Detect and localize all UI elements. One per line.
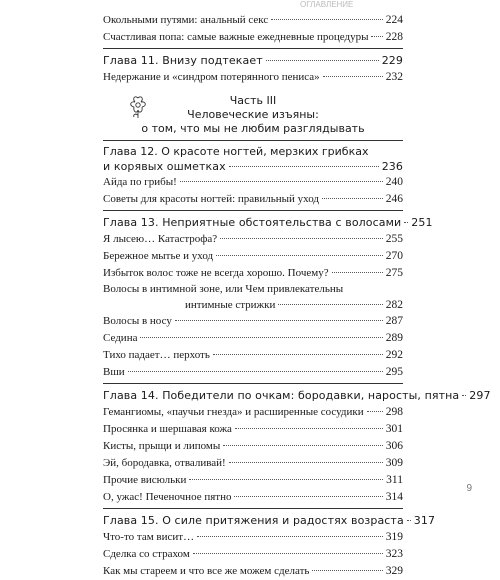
toc-item[interactable] (103, 563, 403, 580)
chapter-page: 317 (413, 514, 436, 527)
toc-item[interactable] (103, 330, 403, 347)
item-title: Сделка со страхом (103, 548, 190, 560)
toc-item[interactable] (103, 438, 403, 455)
dot-leader (278, 304, 382, 305)
item-title: Вши (103, 366, 125, 378)
toc-item[interactable] (103, 313, 403, 330)
chapter-title-line1: Глава 12. О красоте ногтей, мерзких грибках (103, 145, 369, 158)
dot-leader (140, 337, 382, 338)
item-page: 289 (385, 332, 403, 344)
item-page: 282 (385, 299, 403, 311)
item-title: Счастливая попа: самые важные ежедневные процедуры (103, 31, 369, 43)
toc-chapter-14-items (103, 404, 403, 506)
page-number: 9 (466, 483, 472, 494)
item-page: 309 (385, 457, 403, 469)
dot-leader (216, 255, 383, 256)
toc-item[interactable] (103, 12, 403, 29)
item-title: Седина (103, 332, 138, 344)
toc-item[interactable] (103, 489, 403, 506)
item-title: Окольными путями: анальный секс (103, 14, 269, 26)
toc-item[interactable] (103, 29, 403, 46)
dot-leader (175, 320, 383, 321)
item-title: Айда по грибы! (103, 176, 177, 188)
toc-item[interactable] (103, 174, 403, 191)
dot-leader (229, 166, 379, 167)
dot-leader (367, 411, 383, 412)
chapter-page: 297 (469, 389, 491, 402)
part-label: Часть III (229, 94, 277, 107)
item-page: 323 (385, 548, 403, 560)
item-title: Эй, бородавка, отваливай! (103, 457, 226, 469)
chapter-title-line2: и корявых ошметках (103, 160, 226, 173)
item-page: 240 (385, 176, 403, 188)
toc-item[interactable] (103, 248, 403, 265)
item-page: 224 (385, 14, 403, 26)
toc-chapter-15-items (103, 529, 403, 580)
item-page: 270 (385, 250, 403, 262)
chapter-page: 236 (381, 160, 403, 173)
chapter-title: Глава 15. О силе притяжения и радостях возраста (103, 514, 404, 527)
chapter-page: 251 (411, 216, 433, 229)
toc-chapter-13-items (103, 231, 403, 282)
toc-item[interactable] (103, 455, 403, 472)
item-page: 306 (385, 440, 403, 452)
toc-item[interactable] (103, 265, 403, 282)
toc-chapter-15[interactable] (103, 508, 436, 529)
dot-leader (266, 60, 379, 61)
toc-item-wrapped[interactable] (103, 282, 403, 313)
toc-chapter-12-items (103, 174, 403, 208)
item-page: 301 (385, 423, 403, 435)
running-head: ОГЛАВЛЕНИЕ (300, 0, 354, 9)
toc-chapter-13[interactable] (103, 210, 433, 231)
dot-leader (189, 479, 383, 480)
toc-item[interactable] (103, 347, 403, 364)
item-title: Бережное мытье и уход (103, 250, 214, 262)
item-page: 228 (385, 31, 403, 43)
dot-leader (323, 76, 383, 77)
item-page: 329 (385, 565, 403, 577)
dot-leader (234, 496, 382, 497)
item-title: Как мы стареем и что все же можем сделать (103, 565, 310, 577)
item-title: Советы для красоты ногтей: правильный уход (103, 193, 320, 205)
chapter-title: Глава 11. Внизу подтекает (103, 54, 263, 67)
dot-leader (462, 395, 466, 396)
toc-item[interactable] (103, 404, 403, 421)
dot-leader (128, 371, 383, 372)
item-title: Недержание и «синдром потерянного пениса» (103, 71, 320, 83)
toc-item[interactable] (103, 191, 403, 208)
item-page: 246 (385, 193, 403, 205)
toc-item[interactable] (103, 231, 403, 248)
toc-item[interactable] (103, 69, 403, 86)
item-page: 287 (385, 315, 403, 327)
chapter-title: Глава 13. Неприятные обстоятельства с волосами (103, 216, 402, 229)
table-of-contents (103, 12, 491, 580)
toc-chapter-13-items-more (103, 313, 403, 381)
dot-leader (180, 181, 383, 182)
item-page: 295 (385, 366, 403, 378)
toc-chapter-11[interactable] (103, 48, 403, 69)
dot-leader (223, 445, 383, 446)
item-title: Избыток волос тоже не всегда хорошо. Почему? (103, 267, 329, 279)
item-title: Прочие висюльки (103, 474, 187, 486)
item-page: 311 (386, 474, 403, 486)
item-title: Тихо падает… перхоть (103, 349, 210, 361)
item-title: Гемангиомы, «паучьи гнезда» и расширенные сосудики (103, 406, 364, 418)
toc-chapter-11-items (103, 69, 403, 86)
dot-leader (404, 222, 408, 223)
item-title: Я лысею… Катастрофа? (103, 233, 218, 245)
dot-leader (332, 272, 383, 273)
dot-leader (229, 462, 383, 463)
toc-chapter-14[interactable] (103, 383, 491, 404)
item-page: 275 (385, 267, 403, 279)
item-title: Кисты, прыщи и липомы (103, 440, 221, 452)
dot-leader (271, 19, 383, 20)
item-title-line2: интимные стрижки (185, 299, 276, 311)
part-title: Человеческие изъяны: (187, 108, 319, 121)
item-title-line1: Волосы в интимной зоне, или Чем привлекательны (103, 283, 344, 295)
item-page: 255 (385, 233, 403, 245)
dot-leader (407, 520, 411, 521)
chapter-page: 229 (381, 54, 403, 67)
item-title: Волосы в носу (103, 315, 172, 327)
toc-item[interactable] (103, 364, 403, 381)
item-page: 319 (385, 531, 403, 543)
toc-chapter-12[interactable] (103, 140, 403, 174)
dot-leader (371, 36, 382, 37)
chapter-title: Глава 14. Победители по очкам: бородавки, наросты, пятна (103, 389, 460, 402)
part-subtitle: о том, что мы не любим разглядывать (141, 122, 365, 135)
item-title: Что-то там висит… (103, 531, 195, 543)
item-page: 292 (385, 349, 403, 361)
toc-item[interactable] (103, 421, 403, 438)
item-title: О, ужас! Печеночное пятно (103, 491, 232, 503)
part-heading (103, 94, 403, 136)
dot-leader (322, 198, 383, 199)
dot-leader (197, 536, 383, 537)
toc-item[interactable] (103, 546, 403, 563)
dot-leader (193, 553, 383, 554)
dot-leader (220, 238, 383, 239)
item-page: 232 (385, 71, 403, 83)
orchid-flower-icon (125, 94, 151, 120)
item-page: 298 (385, 406, 403, 418)
dot-leader (235, 428, 383, 429)
item-page: 314 (385, 491, 403, 503)
toc-section-before (103, 12, 403, 46)
item-title: Просянка и шершавая кожа (103, 423, 232, 435)
dot-leader (312, 570, 382, 571)
dot-leader (213, 354, 383, 355)
toc-item[interactable] (103, 472, 403, 489)
toc-item[interactable] (103, 529, 403, 546)
